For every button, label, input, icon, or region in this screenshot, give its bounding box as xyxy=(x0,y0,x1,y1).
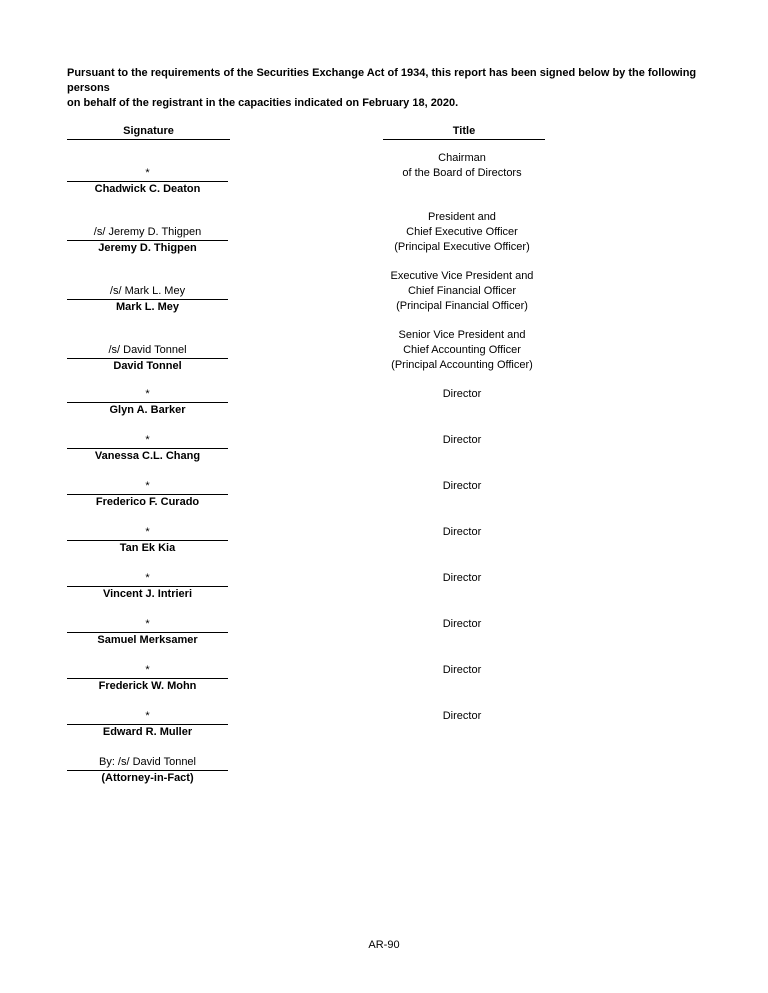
signature-line: /s/ Mark L. Mey xyxy=(67,284,228,300)
title-cell xyxy=(342,571,582,602)
signature-line: * xyxy=(67,617,228,633)
table-row xyxy=(67,433,768,464)
signature-line: * xyxy=(67,571,228,587)
title-cell xyxy=(342,525,582,556)
signature-line: /s/ Jeremy D. Thigpen xyxy=(67,225,228,241)
signatory-name: Mark L. Mey xyxy=(116,301,179,313)
title-line: of the Board of Directors xyxy=(402,167,522,179)
table-row xyxy=(67,479,768,510)
title-cell xyxy=(342,433,582,464)
signatory-name: Frederico F. Curado xyxy=(95,496,200,508)
table-row xyxy=(67,328,768,374)
signatory-name: Vanessa C.L. Chang xyxy=(94,450,201,462)
signature-cell xyxy=(67,525,228,556)
signatory-name: Frederick W. Mohn xyxy=(98,680,197,692)
intro-line-2: on behalf of the registrant in the capacities indicated on February 18, 2020. xyxy=(67,97,459,109)
table-row xyxy=(67,525,768,556)
table-row xyxy=(67,571,768,602)
signature-cell xyxy=(67,151,228,197)
title-cell xyxy=(342,328,582,374)
title-line: Chief Accounting Officer xyxy=(403,344,521,356)
signature-column-header: Signature xyxy=(67,124,230,140)
title-cell xyxy=(342,617,582,648)
signature-cell xyxy=(67,709,228,740)
page-number: AR-90 xyxy=(368,939,400,951)
title-cell xyxy=(342,755,582,786)
title-line: Director xyxy=(442,618,482,630)
title-line: Chairman xyxy=(438,152,486,164)
signatory-name: Edward R. Muller xyxy=(102,726,193,738)
signatory-name: (Attorney-in-Fact) xyxy=(101,772,194,784)
table-row xyxy=(67,755,768,786)
title-cell xyxy=(342,479,582,510)
table-row xyxy=(67,387,768,418)
signature-line: * xyxy=(67,663,228,679)
table-row xyxy=(67,663,768,694)
title-line: Director xyxy=(442,526,482,538)
title-line: President and xyxy=(428,211,496,223)
title-line: Director xyxy=(442,388,482,400)
signature-cell xyxy=(67,328,228,374)
signatory-name: Glyn A. Barker xyxy=(109,404,186,416)
signature-table-body xyxy=(67,151,768,786)
signatory-name: Vincent J. Intrieri xyxy=(102,588,193,600)
table-row xyxy=(67,151,768,197)
signature-line: * xyxy=(67,525,228,541)
signature-line: * xyxy=(67,166,228,182)
signature-cell xyxy=(67,571,228,602)
title-line: (Principal Executive Officer) xyxy=(394,241,530,253)
title-line: Senior Vice President and xyxy=(398,329,526,341)
intro-line-1: Pursuant to the requirements of the Securities Exchange Act of 1934, this report has been signed below by the following persons xyxy=(67,67,697,94)
signature-cell xyxy=(67,479,228,510)
table-header xyxy=(67,124,768,140)
signature-line: * xyxy=(67,387,228,403)
table-row xyxy=(67,269,768,315)
intro-paragraph xyxy=(67,66,727,111)
title-line: (Principal Accounting Officer) xyxy=(391,359,533,371)
signature-cell xyxy=(67,387,228,418)
signature-cell xyxy=(67,269,228,315)
title-line: Chief Financial Officer xyxy=(407,285,516,297)
signature-cell xyxy=(67,663,228,694)
title-cell xyxy=(342,151,582,197)
title-line: Director xyxy=(442,572,482,584)
signature-line: * xyxy=(67,433,228,449)
title-line: Director xyxy=(442,480,482,492)
table-row xyxy=(67,617,768,648)
table-row xyxy=(67,709,768,740)
signatory-name: Samuel Merksamer xyxy=(97,634,198,646)
title-cell xyxy=(342,387,582,418)
signature-cell xyxy=(67,755,228,786)
title-line: Chief Executive Officer xyxy=(406,226,518,238)
signature-line: /s/ David Tonnel xyxy=(67,343,228,359)
signature-cell xyxy=(67,617,228,648)
signatory-name: Tan Ek Kia xyxy=(119,542,176,554)
title-line: Executive Vice President and xyxy=(390,270,534,282)
title-cell xyxy=(342,663,582,694)
signature-cell xyxy=(67,433,228,464)
table-row xyxy=(67,210,768,256)
title-cell xyxy=(342,210,582,256)
title-line: (Principal Financial Officer) xyxy=(396,300,528,312)
title-cell xyxy=(342,269,582,315)
signature-cell xyxy=(67,210,228,256)
title-line: Director xyxy=(442,710,482,722)
signature-line: * xyxy=(67,709,228,725)
signature-line: * xyxy=(67,479,228,495)
title-column-header: Title xyxy=(383,124,545,140)
signatory-name: David Tonnel xyxy=(113,360,182,372)
title-line: Director xyxy=(442,664,482,676)
signatory-name: Jeremy D. Thigpen xyxy=(98,242,197,254)
title-line: Director xyxy=(442,434,482,446)
signature-line: By: /s/ David Tonnel xyxy=(67,755,228,771)
signatory-name: Chadwick C. Deaton xyxy=(94,183,201,195)
title-cell xyxy=(342,709,582,740)
